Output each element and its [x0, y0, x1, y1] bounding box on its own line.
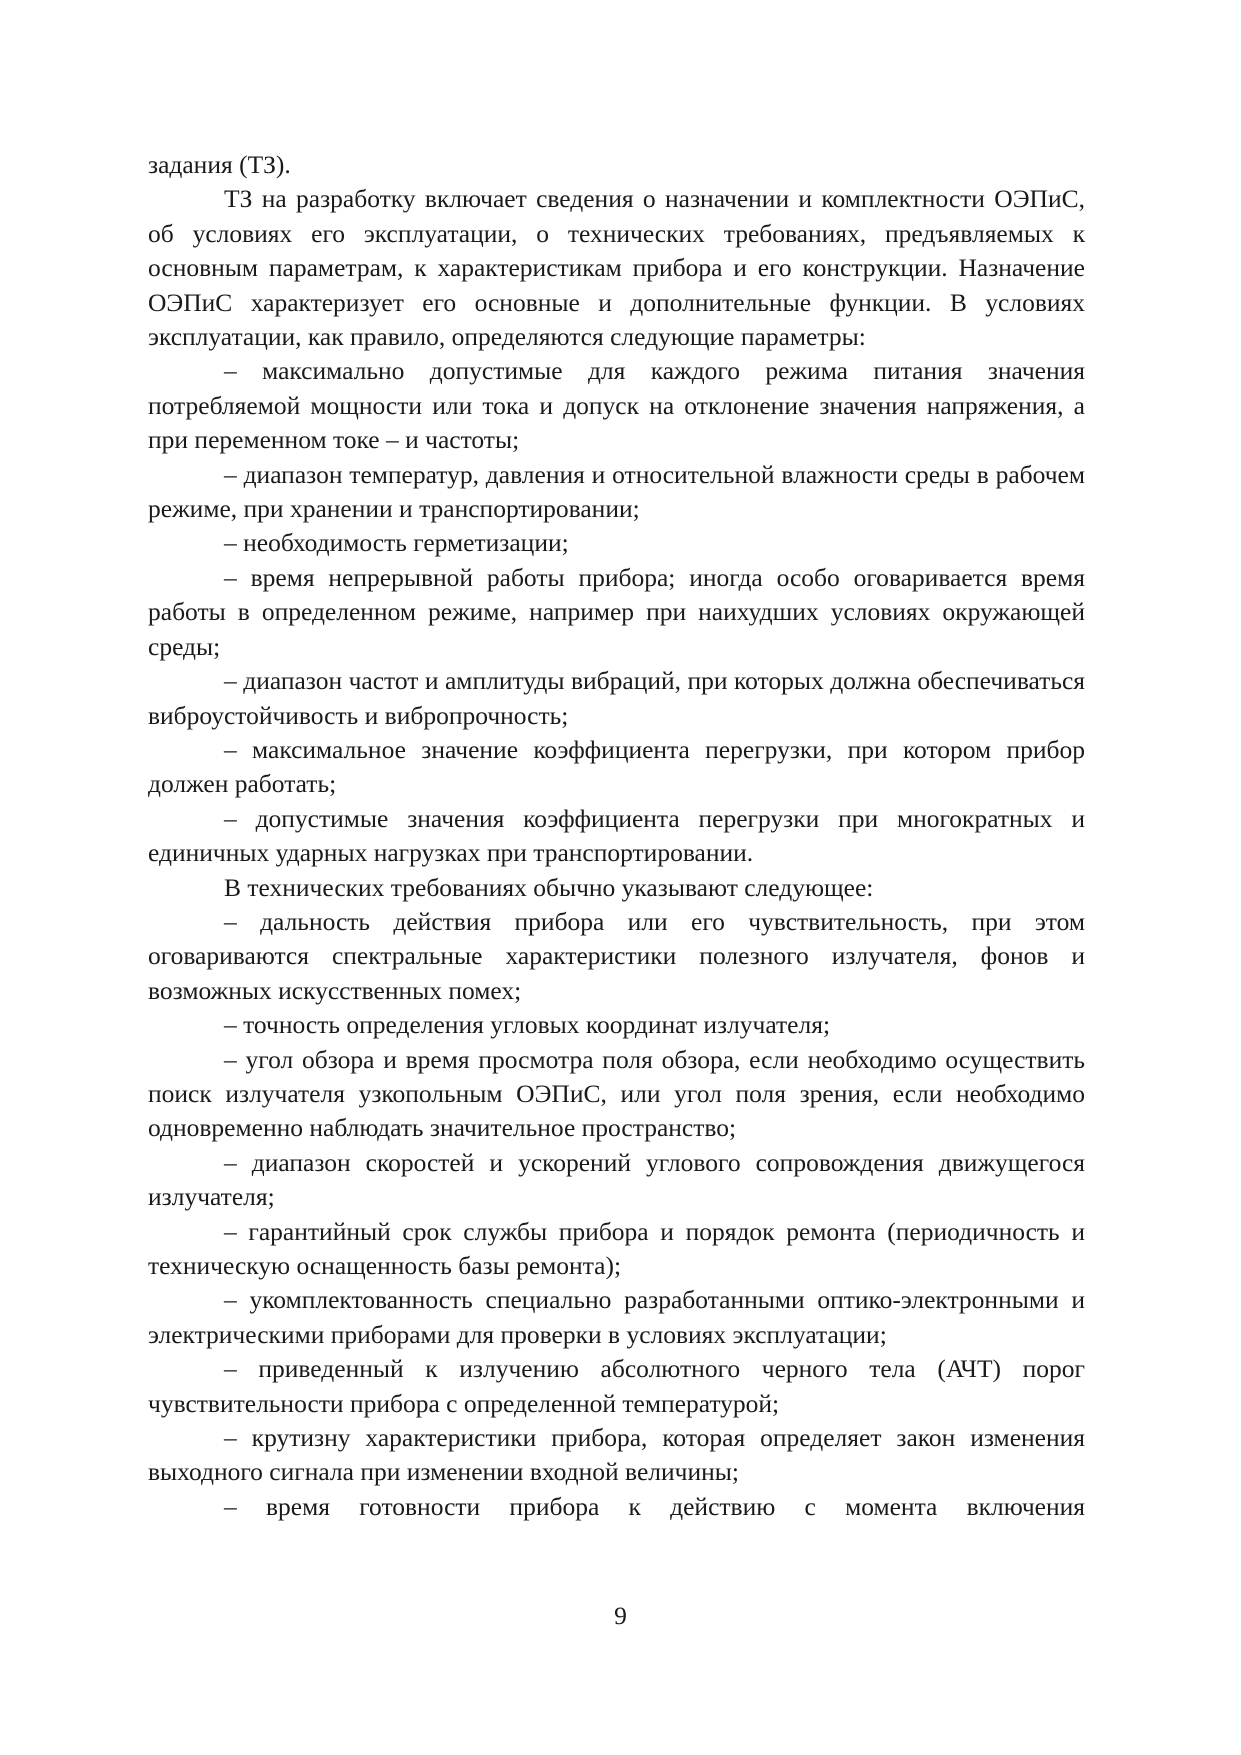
- paragraph: ТЗ на разработку включает сведения о назначении и комплектности ОЭПиС, об условиях его эксплуатации, о технических требованиях, предъявляемых к основным параметрам, к характеристикам прибора и его конструкции. Назначение ОЭПиС характеризует его основные и дополнительные функции. В условиях эксплуатации, как правило, определяются следующие параметры:: [148, 184, 1085, 352]
- list-item: – крутизну характеристики прибора, которая определяет закон изменения выходного сигнала при изменении входной величины;: [148, 1423, 1085, 1487]
- list-item: – дальность действия прибора или его чувствительность, при этом оговариваются спектральные характеристики полезного излучателя, фонов и возможных искусственных помех;: [148, 906, 1085, 1005]
- page-body: [148, 148, 1085, 1524]
- list-item: – укомплектованность специально разработанными оптико-электронными и электрическими приборами для проверки в условиях эксплуатации;: [148, 1285, 1085, 1349]
- list-item: – максимально допустимые для каждого режима питания значения потребляемой мощности или тока и допуск на отклонение значения напряжения, а при переменном токе – и частоты;: [148, 356, 1085, 455]
- list-item: – диапазон температур, давления и относительной влажности среды в рабочем режиме, при хранении и транспортировании;: [148, 459, 1085, 524]
- list-item: – диапазон частот и амплитуды вибраций, при которых должна обеспечиваться виброустойчивость и вибропрочность;: [148, 666, 1085, 730]
- list-item: – допустимые значения коэффициента перегрузки при многократных и единичных ударных нагрузках при транспортировании.: [148, 803, 1085, 868]
- page-number: 9: [614, 1601, 627, 1630]
- list-item: – точность определения угловых координат излучателя;: [224, 1010, 831, 1040]
- list-item: – приведенный к излучению абсолютного черного тела (АЧТ) порог чувствительности прибора с определенной температурой;: [148, 1354, 1085, 1418]
- list-item: – угол обзора и время просмотра поля обзора, если необходимо осуществить поиск излучателя узкопольным ОЭПиС, или угол поля зрения, если необходимо одновременно наблюдать значительное пространство;: [148, 1044, 1085, 1143]
- paragraph: В технических требованиях обычно указывают следующее:: [224, 872, 874, 902]
- list-item: – диапазон скоростей и ускорений углового сопровождения движущегося излучателя;: [148, 1147, 1085, 1212]
- list-item: – время непрерывной работы прибора; иногда особо оговаривается время работы в определенном режиме, например при наихудших условиях окружающей среды;: [148, 562, 1085, 661]
- list-item: – гарантийный срок службы прибора и порядок ремонта (периодичность и техническую оснащенность базы ремонта);: [148, 1216, 1085, 1280]
- paragraph: задания (ТЗ).: [148, 150, 291, 179]
- list-item: – максимальное значение коэффициента перегрузки, при котором прибор должен работать;: [148, 734, 1085, 799]
- list-item: – время готовности прибора к действию с момента включения: [224, 1491, 1085, 1521]
- list-item: – необходимость герметизации;: [224, 528, 569, 558]
